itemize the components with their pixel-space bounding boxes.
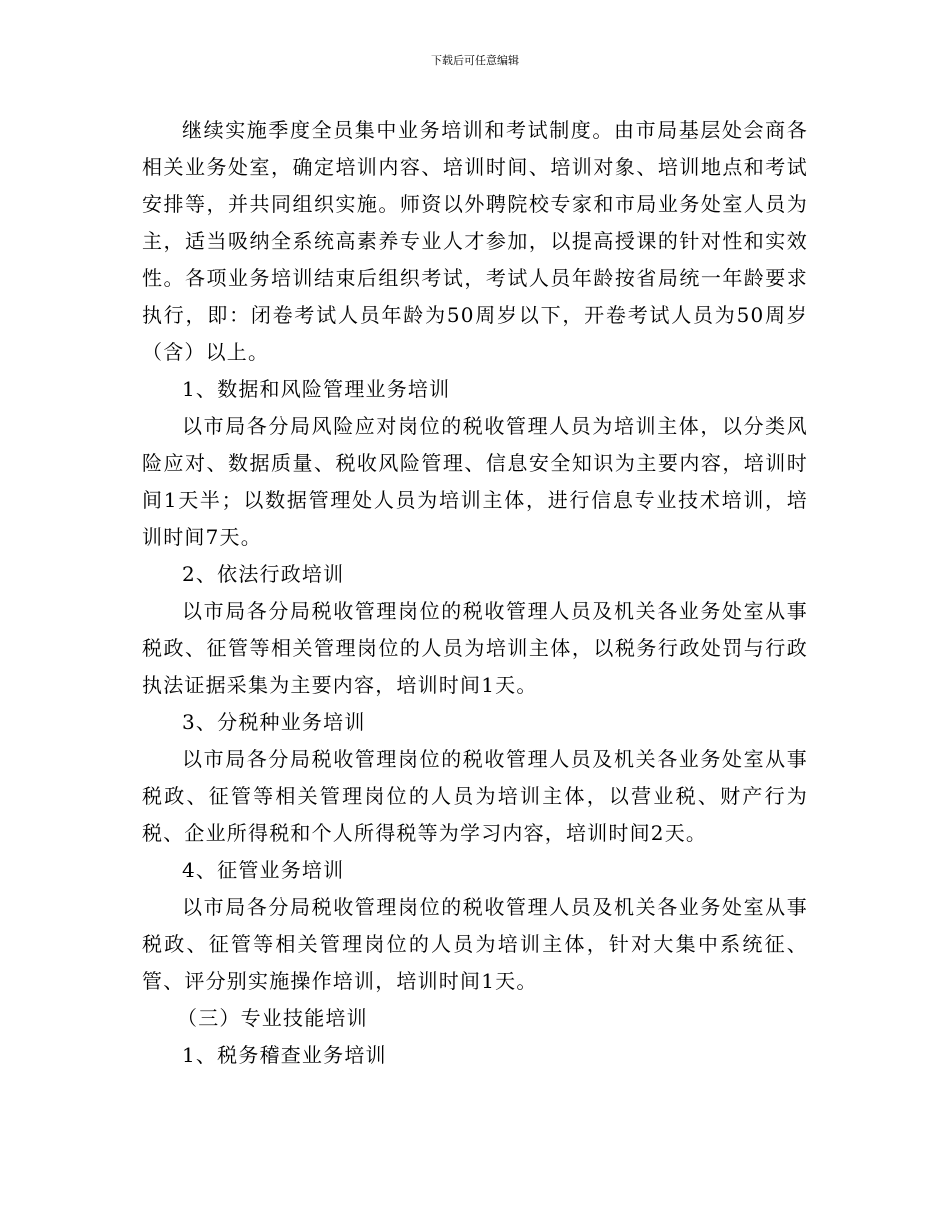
paragraph-data-risk-training: 以市局各分局风险应对岗位的税收管理人员为培训主体，以分类风险应对、数据质量、税收风险管理、信息安全知识为主要内容，培训时间1天半；以数据管理处人员为培训主体，进行信息专业技术培训，培训时间7天。 — [142, 414, 808, 549]
heading-tax-type-training: 3、分税种业务培训 — [182, 710, 366, 734]
heading-audit-training: 1、税务稽查业务培训 — [182, 1043, 387, 1067]
heading-data-risk-training: 1、数据和风险管理业务培训 — [182, 377, 451, 401]
heading-professional-skills: （三）专业技能培训 — [177, 1006, 368, 1030]
page-header-note: 下载后可任意编辑 — [431, 54, 519, 67]
paragraph-tax-type-training: 以市局各分局税收管理岗位的税收管理人员及机关各业务处室从事税政、征管等相关管理岗位的人员为培训主体，以营业税、财产行为税、企业所得税和个人所得税等为学习内容，培训时间2天。 — [142, 747, 808, 845]
heading-law-administration-training: 2、依法行政培训 — [182, 562, 345, 586]
paragraph-exam-system: 继续实施季度全员集中业务培训和考试制度。由市局基层处会商各相关业务处室，确定培训内容、培训时间、培训对象、培训地点和考试安排等，并共同组织实施。师资以外聘院校专家和市局业务处室人员为主，适当吸纳全系统高素养专业人才参加，以提高授课的针对性和实效性。各项业务培训结束后组织考试，考试人员年龄按省局统一年龄要求执行，即：闭卷考试人员年龄为50周岁以下，开卷考试人员为50周岁（含）以上。 — [142, 118, 808, 364]
document-body — [142, 112, 808, 1074]
heading-collection-training: 4、征管业务培训 — [182, 858, 345, 882]
paragraph-collection-training: 以市局各分局税收管理岗位的税收管理人员及机关各业务处室从事税政、征管等相关管理岗位的人员为培训主体，针对大集中系统征、管、评分别实施操作培训，培训时间1天。 — [142, 895, 808, 993]
paragraph-law-administration-training: 以市局各分局税收管理岗位的税收管理人员及机关各业务处室从事税政、征管等相关管理岗位的人员为培训主体，以税务行政处罚与行政执法证据采集为主要内容，培训时间1天。 — [142, 599, 808, 697]
